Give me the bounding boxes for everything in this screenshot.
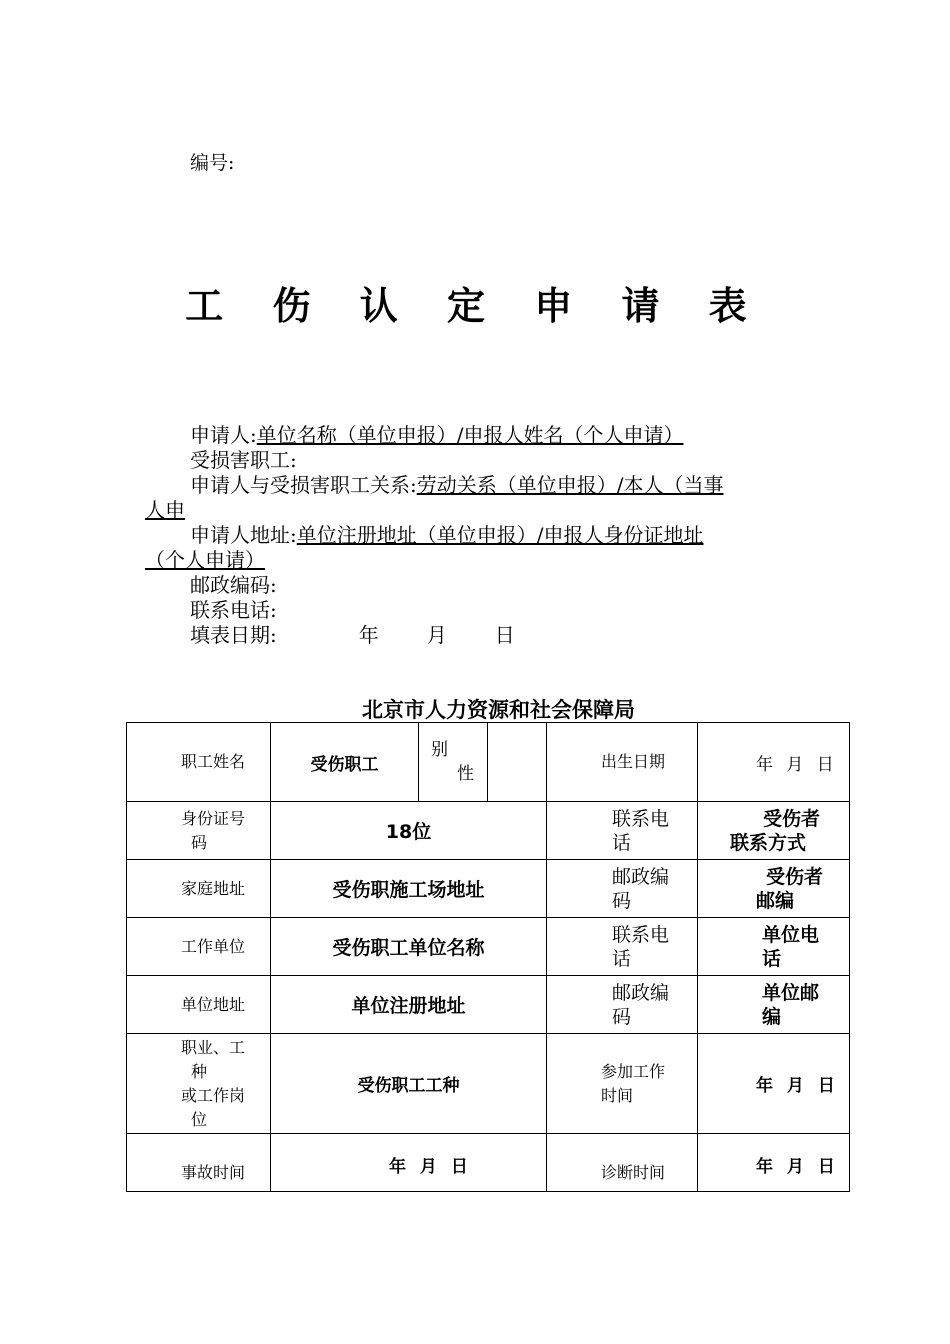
occupation-value: 受伤职工工种 <box>271 1034 547 1134</box>
employer-label: 工作单位 <box>127 918 271 976</box>
table-row <box>127 802 850 860</box>
worker-name-label: 职工姓名 <box>127 723 271 802</box>
employer-phone-value: 单位电 话 <box>698 918 850 976</box>
relation-value-cont: 人申 <box>145 498 185 522</box>
address-row <box>145 523 810 548</box>
applicant-label: 申请人: <box>190 423 257 447</box>
home-address-value: 受伤职施工场地址 <box>271 860 547 918</box>
address-label: 申请人地址: <box>190 523 297 547</box>
fill-date-month: 月 <box>426 623 447 647</box>
employer-address-value: 单位注册地址 <box>271 976 547 1034</box>
injured-worker-row <box>145 448 810 473</box>
relation-value: 劳动关系（单位申报）/本人（当事 <box>416 473 724 497</box>
home-postcode-label: 邮政编 码 <box>547 860 698 918</box>
address-row-cont <box>145 548 810 573</box>
fill-date-day: 日 <box>494 623 515 647</box>
gender-label: 别 性 <box>419 723 488 802</box>
accident-time-value: 年 月 日 <box>271 1134 547 1192</box>
fill-date-row <box>145 623 810 648</box>
serial-number-label: 编号: <box>190 152 235 174</box>
home-address-label: 家庭地址 <box>127 860 271 918</box>
applicant-row <box>145 423 810 448</box>
postcode-row <box>145 573 810 598</box>
table-row <box>127 860 850 918</box>
relation-label: 申请人与受损害职工关系: <box>190 473 417 497</box>
work-start-label: 参加工作 时间 <box>547 1034 698 1134</box>
gender-value <box>488 723 547 802</box>
fill-date-label: 填表日期: <box>190 623 277 647</box>
accident-time-label: 事故时间 <box>127 1134 271 1192</box>
bureau-name: 北京市人力资源和社会保障局 <box>362 698 635 722</box>
diagnosis-time-label: 诊断时间 <box>547 1134 698 1192</box>
fill-date-year: 年 <box>358 623 379 647</box>
injured-worker-label: 受损害职工: <box>190 448 297 472</box>
table-row <box>127 723 850 802</box>
table-row <box>127 1134 850 1192</box>
table-row <box>127 976 850 1034</box>
worker-phone-label: 联系电 话 <box>547 802 698 860</box>
occupation-label: 职业、工 种 或工作岗 位 <box>127 1034 271 1134</box>
phone-label: 联系电话: <box>190 598 277 622</box>
address-value-cont: （个人申请） <box>145 548 265 572</box>
diagnosis-time-value: 年 月 日 <box>698 1134 850 1192</box>
birth-date-label: 出生日期 <box>547 723 698 802</box>
address-value: 单位注册地址（单位申报）/申报人身份证地址 <box>296 523 704 547</box>
relation-row-cont <box>145 498 810 523</box>
id-number-value: 18位 <box>271 802 547 860</box>
relation-row <box>145 473 810 498</box>
applicant-value: 单位名称（单位申报）/申报人姓名（个人申请） <box>256 423 684 447</box>
worker-name-value: 受伤职工 <box>271 723 419 802</box>
employer-postcode-value: 单位邮 编 <box>698 976 850 1034</box>
id-number-label: 身份证号 码 <box>127 802 271 860</box>
employer-phone-label: 联系电 话 <box>547 918 698 976</box>
home-postcode-value: 受伤者 邮编 <box>698 860 850 918</box>
employer-address-label: 单位地址 <box>127 976 271 1034</box>
work-start-value: 年 月 日 <box>698 1034 850 1134</box>
employer-value: 受伤职工单位名称 <box>271 918 547 976</box>
phone-row <box>145 598 810 623</box>
employer-postcode-label: 邮政编 码 <box>547 976 698 1034</box>
postcode-label: 邮政编码: <box>190 573 277 597</box>
applicant-info-block <box>145 423 810 648</box>
birth-date-value: 年 月 日 <box>698 723 850 802</box>
worker-phone-value: 受伤者 联系方式 <box>698 802 850 860</box>
table-row <box>127 918 850 976</box>
worker-info-table <box>126 722 850 1192</box>
form-title: 工 伤 认 定 申 请 表 <box>185 284 765 328</box>
table-row <box>127 1034 850 1134</box>
